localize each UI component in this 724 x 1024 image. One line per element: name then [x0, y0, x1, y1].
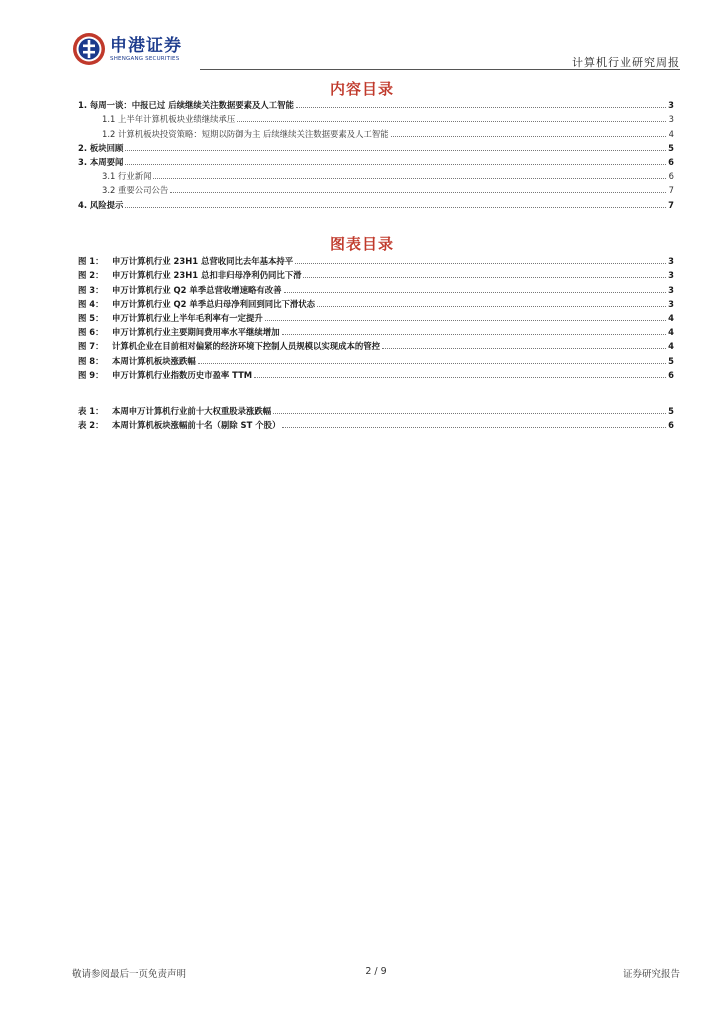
figure-entry[interactable] [78, 351, 674, 365]
toc-entry-label: 1.1 上半年计算机板块业绩继续承压 [102, 114, 236, 125]
toc-entry[interactable] [78, 110, 674, 124]
figure-label: 本周计算机板块涨跌幅 [112, 355, 196, 366]
leader-dots [237, 121, 666, 122]
leader-dots [282, 334, 667, 335]
leader-dots [265, 320, 666, 321]
leader-dots [391, 136, 666, 137]
brand-name-en: SHENGANG SECURITIES [110, 55, 180, 62]
report-type: 计算机行业研究周报 [572, 56, 680, 69]
figure-page: 3 [668, 270, 674, 281]
toc-entry[interactable] [78, 139, 674, 153]
leader-dots [273, 413, 666, 414]
figure-page: 3 [668, 256, 674, 267]
toc-entry[interactable] [78, 96, 674, 110]
page-number: 2 / 9 [365, 966, 387, 977]
leader-dots [125, 164, 666, 165]
table-entry[interactable] [78, 416, 674, 430]
tables-list [78, 402, 674, 430]
toc-entry-label: 4. 风险提示 [78, 199, 124, 210]
table-entry[interactable] [78, 402, 674, 416]
figure-page: 4 [668, 327, 674, 338]
toc-entry-label: 3.2 重要公司公告 [102, 185, 169, 196]
toc-entry-page: 7 [668, 199, 674, 210]
toc-entry-page: 6 [668, 156, 674, 167]
toc-title: 内容目录 [329, 80, 394, 98]
figure-entry[interactable] [78, 366, 674, 380]
leader-dots [284, 292, 666, 293]
figure-page: 5 [668, 355, 674, 366]
toc-entry[interactable] [78, 153, 674, 167]
figure-entry[interactable] [78, 323, 674, 337]
figure-tag: 图 2： [78, 270, 104, 281]
leader-dots [296, 107, 666, 108]
leader-dots [295, 263, 666, 264]
leader-dots [303, 277, 666, 278]
figure-entry[interactable] [78, 252, 674, 266]
figure-tag: 图 7： [78, 341, 104, 352]
figure-label: 申万计算机行业 23H1 总扣非归母净利仍同比下滑 [112, 270, 302, 281]
figure-tag: 图 9： [78, 369, 104, 380]
toc-entry-page: 7 [668, 185, 674, 196]
table-label: 本周申万计算机行业前十大权重股录涨跌幅 [112, 406, 272, 417]
toc-entry-label: 1.2 计算机板块投资策略：短期以防御为主 后续继续关注数据要素及人工智能 [102, 128, 389, 139]
toc-entry-label: 3.1 行业新闻 [102, 171, 152, 182]
leader-dots [198, 363, 666, 364]
toc-entry[interactable] [78, 195, 674, 209]
figures-title: 图表目录 [329, 235, 394, 253]
figure-tag: 图 4： [78, 298, 104, 309]
disclaimer-note: 敬请参阅最后一页免责声明 [72, 969, 187, 980]
figure-label: 申万计算机行业主要期间费用率水平继续增加 [112, 327, 280, 338]
leader-dots [170, 192, 666, 193]
shengang-logo-icon [72, 32, 106, 66]
figure-label: 申万计算机行业上半年毛利率有一定提升 [112, 312, 263, 323]
figure-page: 4 [668, 341, 674, 352]
table-tag: 表 2： [78, 420, 104, 431]
leader-dots [382, 348, 666, 349]
figure-tag: 图 8： [78, 355, 104, 366]
figures-list [78, 252, 674, 380]
figure-entry[interactable] [78, 266, 674, 280]
figure-label: 申万计算机行业 Q2 单季总归母净利回到同比下滑状态 [112, 298, 316, 309]
toc-entry-page: 5 [668, 142, 674, 153]
toc-entry-label: 2. 板块回顾 [78, 142, 124, 153]
figure-entry[interactable] [78, 309, 674, 323]
figure-label: 申万计算机行业 23H1 总营收同比去年基本持平 [112, 256, 294, 267]
figure-tag: 图 3： [78, 284, 104, 295]
figure-label: 计算机企业在目前相对偏紧的经济环境下控制人员规模以实现成本的管控 [112, 341, 380, 352]
leader-dots [254, 377, 666, 378]
leader-dots [282, 427, 666, 428]
table-page: 5 [668, 406, 674, 417]
toc-entry[interactable] [78, 181, 674, 195]
figure-entry[interactable] [78, 295, 674, 309]
toc-entry-page: 4 [668, 128, 674, 139]
figure-label: 申万计算机行业 Q2 单季总营收增速略有改善 [112, 284, 282, 295]
toc-list [78, 96, 674, 210]
figure-tag: 图 1： [78, 256, 104, 267]
figure-tag: 图 6： [78, 327, 104, 338]
leader-dots [153, 178, 666, 179]
figure-page: 6 [668, 369, 674, 380]
table-tag: 表 1： [78, 406, 104, 417]
toc-entry-page: 6 [668, 171, 674, 182]
toc-entry-page: 3 [668, 114, 674, 125]
figure-entry[interactable] [78, 280, 674, 294]
table-label: 本周计算机板块涨幅前十名（剔除 ST 个股） [112, 420, 281, 431]
leader-dots [317, 306, 666, 307]
page-header [72, 32, 680, 70]
toc-entry-label: 1. 每周一谈：中报已过 后续继续关注数据要素及人工智能 [78, 100, 294, 111]
figure-label: 申万计算机行业指数历史市盈率 TTM [112, 369, 253, 380]
header-divider [200, 69, 680, 70]
figure-page: 3 [668, 298, 674, 309]
report-label: 证券研究报告 [622, 969, 680, 980]
figure-entry[interactable] [78, 337, 674, 351]
leader-dots [125, 207, 666, 208]
figure-page: 4 [668, 312, 674, 323]
brand-logo [72, 32, 182, 66]
toc-entry[interactable] [78, 124, 674, 138]
figure-page: 3 [668, 284, 674, 295]
toc-entry-page: 3 [668, 100, 674, 111]
figure-tag: 图 5： [78, 312, 104, 323]
leader-dots [125, 150, 666, 151]
toc-entry-label: 3. 本周要闻 [78, 156, 124, 167]
toc-entry[interactable] [78, 167, 674, 181]
brand-name-cn: 申港证券 [110, 35, 182, 56]
table-page: 6 [668, 420, 674, 431]
